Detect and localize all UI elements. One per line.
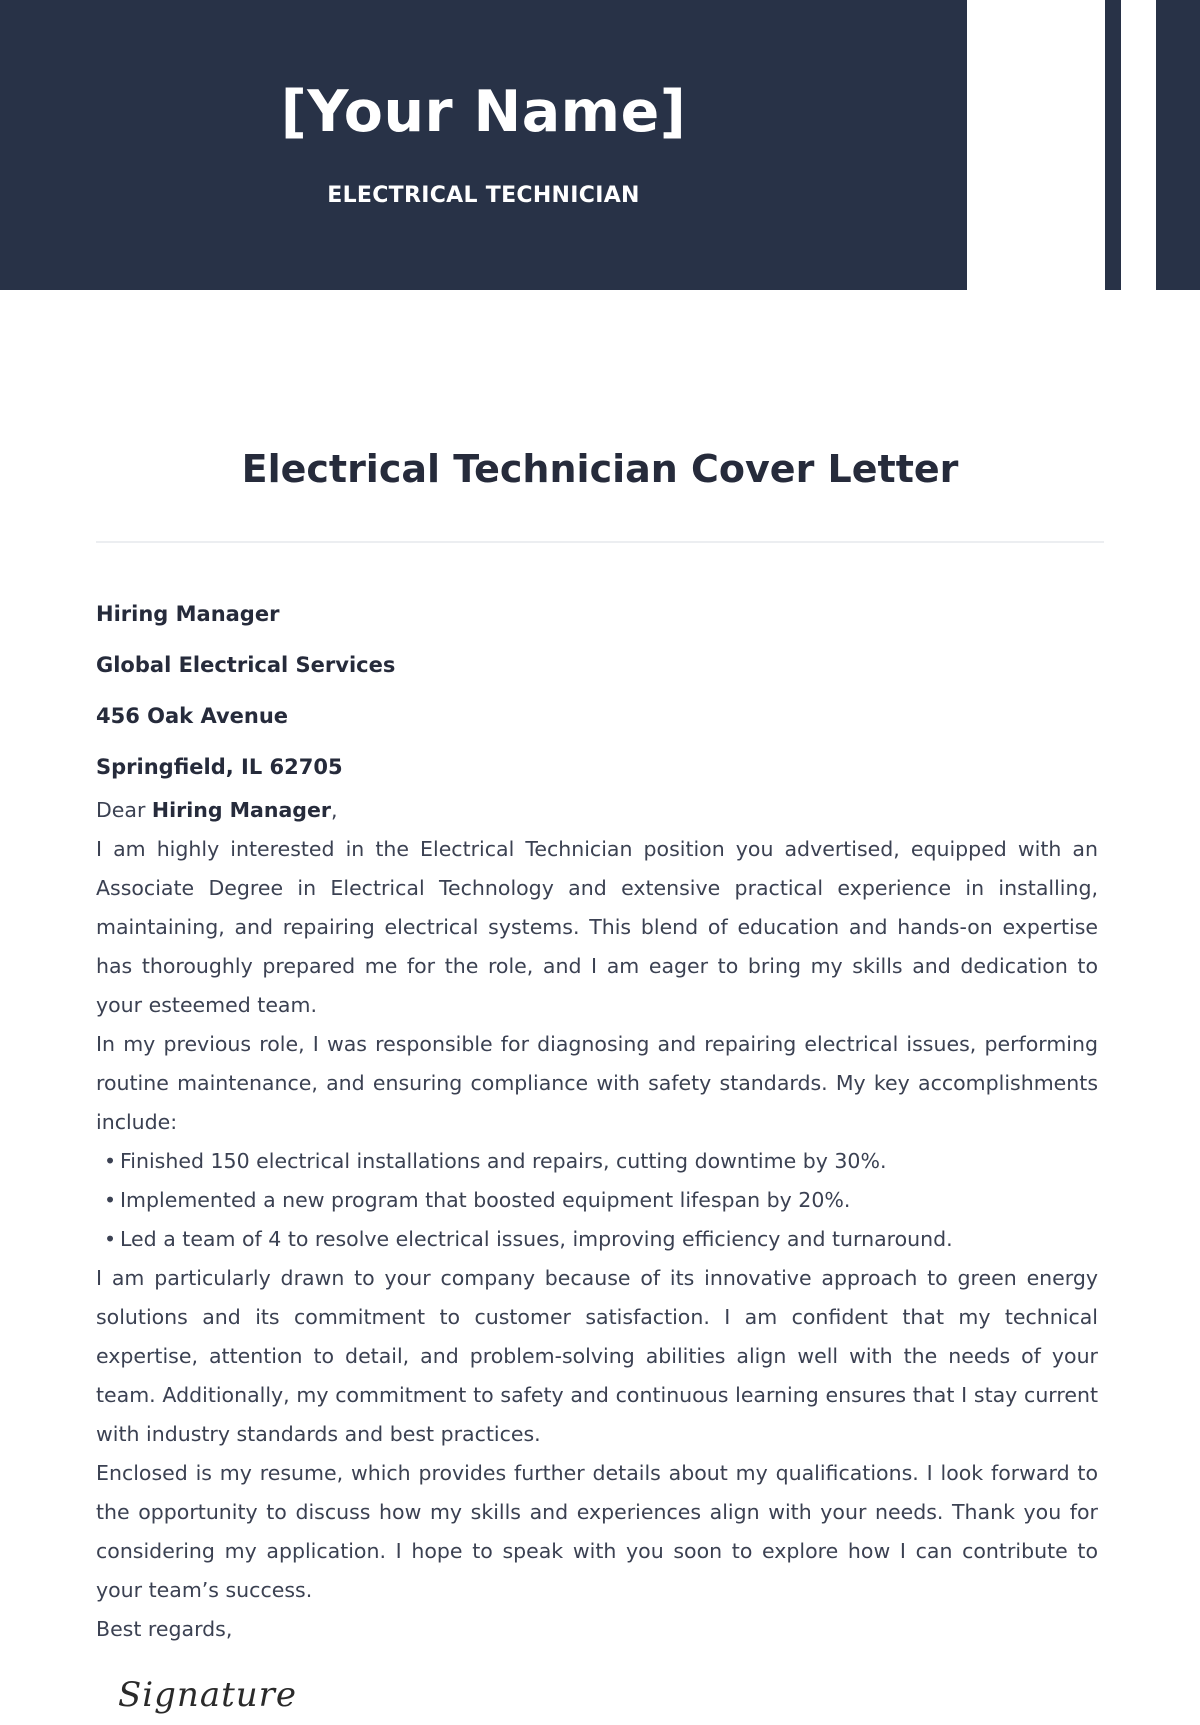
letter-body: [96, 791, 1098, 1649]
job-title: ELECTRICAL TECHNICIAN: [327, 183, 640, 208]
list-item: • Finished 150 electrical installations and repairs, cutting downtime by 30%.: [104, 1142, 1098, 1181]
paragraph-intro: I am highly interested in the Electrical Technician position you advertised, equipped with an Associate Degree in Electrical Technology and extensive practical experience in installing, maintaining, and repairing electrical systems. This blend of education and hands-on expertise has thoroughly prepared me for the role, and I am eager to bring my skills and dedication to your esteemed team.: [96, 837, 1098, 1017]
salutation-suffix: ,: [330, 798, 338, 822]
applicant-name: [Your Name]: [280, 79, 687, 145]
recipient-company: Global Electrical Services: [96, 653, 396, 677]
header-band: [0, 0, 967, 290]
salutation-prefix: Dear: [96, 798, 152, 822]
title-divider: [96, 541, 1104, 543]
recipient-street: 456 Oak Avenue: [96, 704, 289, 728]
closing-phrase: Best regards,: [96, 1617, 233, 1641]
header-stripe-wide: [1156, 0, 1200, 290]
header-stripe-thin: [1105, 0, 1121, 290]
list-item: • Implemented a new program that boosted equipment lifespan by 20%.: [104, 1181, 1098, 1220]
paragraph-motivation: I am particularly drawn to your company because of its innovative approach to green energy solutions and its commitment to customer satisfaction. I am confident that my technical expertise, attention to detail, and problem-solving abilities align well with the needs of your team. Additionally, my commitment to safety and continuous learning ensures that I stay current with industry standards and best practices.: [96, 1266, 1098, 1446]
salutation-name: Hiring Manager: [151, 798, 331, 822]
paragraph-closing: Enclosed is my resume, which provides further details about my qualifications. I look forward to the opportunity to discuss how my skills and experiences align with your needs. Thank you for considering my application. I hope to speak with you soon to explore how I can contribute to your team’s success.: [96, 1461, 1098, 1602]
recipient-city: Springfield, IL 62705: [96, 755, 343, 779]
recipient-name: Hiring Manager: [96, 602, 280, 626]
document-title: Electrical Technician Cover Letter: [241, 447, 959, 491]
signature: Signature: [118, 1675, 298, 1715]
list-item: • Led a team of 4 to resolve electrical issues, improving efficiency and turnaround.: [104, 1220, 1098, 1259]
paragraph-experience: In my previous role, I was responsible for diagnosing and repairing electrical issues, performing routine maintenance, and ensuring compliance with safety standards. My key accomplishments include:: [96, 1032, 1098, 1134]
accomplishments-list: [96, 1142, 1098, 1259]
salutation: [96, 791, 1098, 830]
